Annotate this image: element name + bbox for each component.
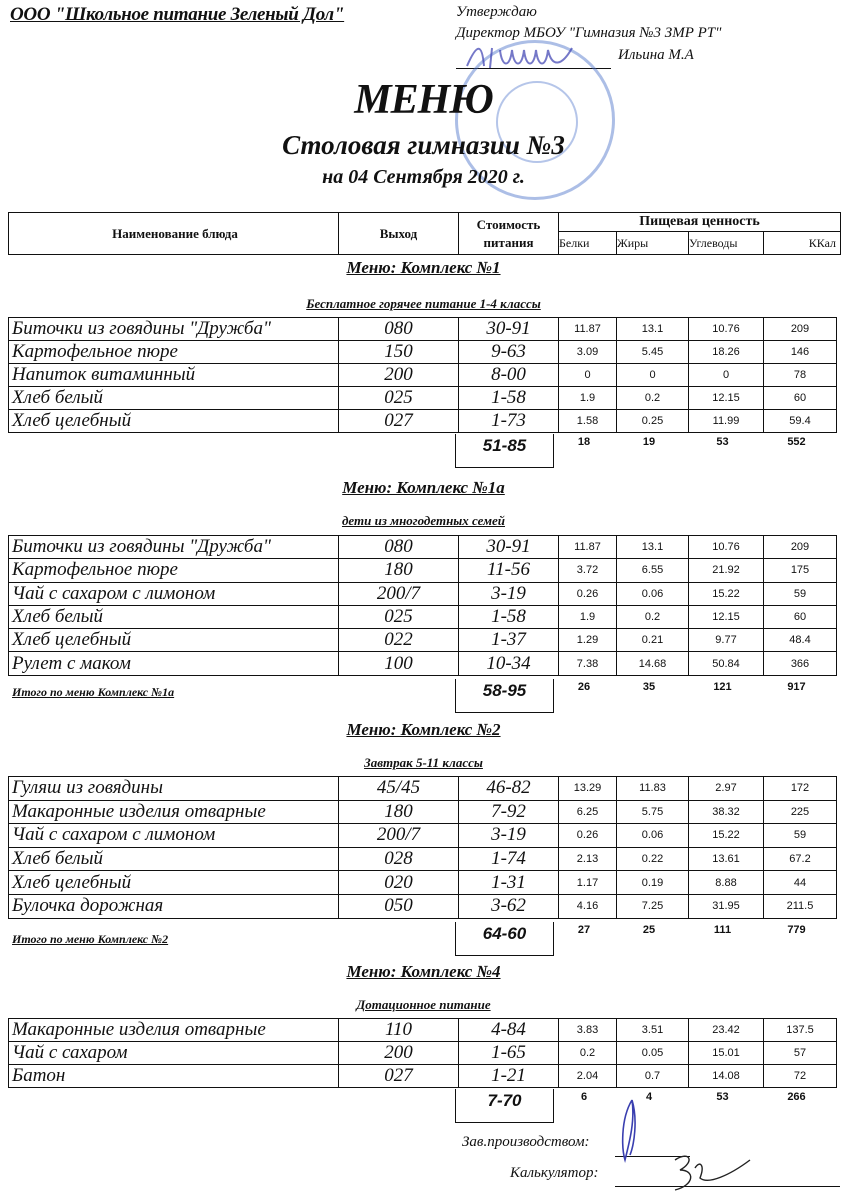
dish-name: Хлеб белый [9,387,339,410]
table-row [9,800,837,824]
col-protein-header: Белки [559,232,617,255]
dish-carbs: 2.97 [689,777,764,801]
total-kcal: 266 [787,1090,806,1103]
table-row [9,410,837,433]
dish-output: 200 [339,1042,459,1065]
dish-name: Макаронные изделия отварные [9,1019,339,1042]
column-header-table [8,212,841,255]
table-row [9,1019,837,1042]
dish-protein: 2.13 [559,847,617,871]
dish-output: 050 [339,894,459,918]
total-cost: 64-60 [455,922,554,956]
dish-kcal: 146 [764,341,837,364]
dish-fat: 0.19 [617,871,689,895]
dish-name: Чай с сахаром с лимоном [9,824,339,848]
section-title: Меню: Комплекс №4 [346,962,501,981]
dish-kcal: 137.5 [764,1019,837,1042]
total-fat: 35 [642,680,656,693]
approver-position: Директор МБОУ "Гимназия №3 ЗМР РТ" [456,25,722,41]
dish-output: 200 [339,364,459,387]
dish-cost: 10-34 [459,652,559,675]
dish-protein: 6.25 [559,800,617,824]
dish-name: Хлеб белый [9,605,339,628]
dish-fat: 3.51 [617,1019,689,1042]
dish-name: Биточки из говядины "Дружба" [9,536,339,559]
table-row [9,364,837,387]
total-protein: 26 [577,680,591,693]
dish-cost: 1-58 [459,387,559,410]
calculator-label: Калькулятор: [510,1165,599,1181]
section-title: Меню: Комплекс №1а [342,478,505,497]
dish-carbs: 9.77 [689,629,764,652]
col-cost-header: Стоимость питания [459,213,559,255]
dish-output: 110 [339,1019,459,1042]
dish-protein: 1.29 [559,629,617,652]
dish-name: Хлеб белый [9,847,339,871]
table-row [9,387,837,410]
dish-output: 200/7 [339,824,459,848]
section-title: Меню: Комплекс №2 [346,720,501,739]
dish-kcal: 59.4 [764,410,837,433]
table-row [9,894,837,918]
dish-cost: 1-21 [459,1065,559,1088]
dish-protein: 0 [559,364,617,387]
col-kcal-header: ККал [764,232,841,255]
table-row [9,605,837,628]
dish-kcal: 48.4 [764,629,837,652]
section-subtitle: Бесплатное горячее питание 1-4 классы [306,296,541,311]
dish-carbs: 11.99 [689,410,764,433]
table-row [9,629,837,652]
dish-fat: 0 [617,364,689,387]
dish-output: 027 [339,410,459,433]
dish-fat: 0.7 [617,1065,689,1088]
dish-protein: 1.17 [559,871,617,895]
dish-protein: 3.83 [559,1019,617,1042]
total-kcal: 552 [787,436,806,448]
dish-name: Батон [9,1065,339,1088]
dish-kcal: 57 [764,1042,837,1065]
total-cost: 58-95 [455,679,554,713]
dish-kcal: 67.2 [764,847,837,871]
dish-cost: 1-73 [459,410,559,433]
total-protein: 6 [580,1090,588,1103]
dish-protein: 13.29 [559,777,617,801]
dish-cost: 4-84 [459,1019,559,1042]
dish-carbs: 15.01 [689,1042,764,1065]
dish-cost: 1-31 [459,871,559,895]
dish-cost: 11-56 [459,559,559,582]
dish-cost: 7-92 [459,800,559,824]
page-subtitle: Столовая гимназии №3 [282,130,565,160]
section-title: Меню: Комплекс №1 [346,258,501,277]
dish-output: 45/45 [339,777,459,801]
dish-fat: 5.75 [617,800,689,824]
dish-output: 027 [339,1065,459,1088]
table-row [9,652,837,675]
dish-kcal: 209 [764,536,837,559]
dish-kcal: 59 [764,824,837,848]
table-row [9,318,837,341]
dish-protein: 1.9 [559,387,617,410]
dish-output: 080 [339,318,459,341]
dish-name: Гуляш из говядины [9,777,339,801]
dish-name: Биточки из говядины "Дружба" [9,318,339,341]
dish-protein: 4.16 [559,894,617,918]
total-fat: 25 [642,923,656,936]
total-cost: 51-85 [455,434,554,468]
dish-cost: 3-62 [459,894,559,918]
dish-name: Хлеб целебный [9,410,339,433]
dish-cost: 9-63 [459,341,559,364]
table-row [9,847,837,871]
dish-fat: 0.06 [617,824,689,848]
dish-kcal: 60 [764,387,837,410]
total-cost: 7-70 [455,1089,554,1123]
section-subtitle: дети из многодетных семей [341,513,506,528]
dish-fat: 11.83 [617,777,689,801]
total-fat: 19 [642,436,656,448]
table-row [9,341,837,364]
dish-carbs: 21.92 [689,559,764,582]
dish-fat: 0.06 [617,582,689,605]
approver-name: Ильина М.А [618,47,694,63]
dish-kcal: 225 [764,800,837,824]
dish-fat: 0.2 [617,605,689,628]
total-fat: 4 [645,1090,653,1103]
production-head-label: Зав.производством: [462,1134,590,1150]
total-protein: 18 [577,436,591,448]
director-signature [462,38,602,74]
table-row [9,536,837,559]
dish-kcal: 59 [764,582,837,605]
dish-protein: 2.04 [559,1065,617,1088]
dish-output: 022 [339,629,459,652]
dish-kcal: 366 [764,652,837,675]
dish-name: Хлеб целебный [9,629,339,652]
dish-output: 200/7 [339,582,459,605]
dish-kcal: 44 [764,871,837,895]
menu-table [8,776,837,919]
col-fat-header: Жиры [617,232,689,255]
dish-name: Чай с сахаром [9,1042,339,1065]
dish-kcal: 175 [764,559,837,582]
dish-kcal: 211.5 [764,894,837,918]
signatures [600,1090,840,1200]
dish-fat: 0.25 [617,410,689,433]
dish-output: 020 [339,871,459,895]
dish-cost: 30-91 [459,318,559,341]
dish-fat: 13.1 [617,536,689,559]
dish-output: 100 [339,652,459,675]
dish-carbs: 14.08 [689,1065,764,1088]
section-subtitle: Дотационное питание [356,997,491,1012]
dish-name: Картофельное пюре [9,559,339,582]
dish-carbs: 12.15 [689,387,764,410]
dish-kcal: 209 [764,318,837,341]
page-title: МЕНЮ [354,77,493,123]
menu-date: на 04 Сентября 2020 г. [322,166,525,188]
dish-name: Хлеб целебный [9,871,339,895]
dish-output: 080 [339,536,459,559]
dish-kcal: 72 [764,1065,837,1088]
total-label: Итого по меню Комплекс №1а [12,685,175,699]
dish-name: Рулет с маком [9,652,339,675]
dish-fat: 7.25 [617,894,689,918]
dish-protein: 0.26 [559,824,617,848]
dish-cost: 8-00 [459,364,559,387]
menu-table [8,535,837,676]
dish-name: Булочка дорожная [9,894,339,918]
dish-carbs: 15.22 [689,824,764,848]
total-carbs: 121 [713,680,732,693]
dish-cost: 1-37 [459,629,559,652]
dish-protein: 11.87 [559,536,617,559]
table-row [9,824,837,848]
dish-fat: 5.45 [617,341,689,364]
dish-output: 028 [339,847,459,871]
dish-output: 025 [339,387,459,410]
dish-carbs: 8.88 [689,871,764,895]
dish-carbs: 0 [689,364,764,387]
total-protein: 27 [577,923,591,936]
dish-kcal: 78 [764,364,837,387]
organization-name: ООО "Школьное питание Зеленый Дол" [10,4,345,25]
dish-protein: 3.72 [559,559,617,582]
dish-fat: 0.05 [617,1042,689,1065]
dish-fat: 0.2 [617,387,689,410]
dish-cost: 30-91 [459,536,559,559]
dish-fat: 0.21 [617,629,689,652]
dish-carbs: 18.26 [689,341,764,364]
dish-carbs: 23.42 [689,1019,764,1042]
menu-table [8,1018,837,1088]
dish-carbs: 31.95 [689,894,764,918]
dish-kcal: 60 [764,605,837,628]
dish-protein: 0.26 [559,582,617,605]
dish-output: 180 [339,800,459,824]
dish-protein: 11.87 [559,318,617,341]
dish-carbs: 13.61 [689,847,764,871]
dish-protein: 7.38 [559,652,617,675]
table-row [9,777,837,801]
dish-protein: 3.09 [559,341,617,364]
dish-fat: 0.22 [617,847,689,871]
dish-protein: 0.2 [559,1042,617,1065]
total-label: Итого по меню Комплекс №2 [12,932,169,946]
dish-cost: 1-58 [459,605,559,628]
dish-cost: 3-19 [459,824,559,848]
table-row [9,582,837,605]
total-kcal: 779 [787,923,806,936]
dish-carbs: 10.76 [689,318,764,341]
dish-carbs: 12.15 [689,605,764,628]
dish-carbs: 50.84 [689,652,764,675]
total-carbs: 53 [716,436,729,448]
total-carbs: 53 [716,1090,729,1103]
menu-table [8,317,837,433]
col-nutrition-header: Пищевая ценность [559,213,841,232]
dish-protein: 1.58 [559,410,617,433]
dish-carbs: 38.32 [689,800,764,824]
dish-cost: 1-74 [459,847,559,871]
dish-cost: 1-65 [459,1042,559,1065]
col-carbs-header: Углеводы [689,232,764,255]
table-row [9,1065,837,1088]
approval-label: Утверждаю [456,4,537,20]
col-output-header: Выход [339,213,459,255]
total-carbs: 111 [713,923,732,936]
dish-name: Напиток витаминный [9,364,339,387]
dish-output: 180 [339,559,459,582]
dish-protein: 1.9 [559,605,617,628]
dish-output: 150 [339,341,459,364]
total-kcal: 917 [787,680,806,693]
dish-carbs: 10.76 [689,536,764,559]
section-subtitle: Завтрак 5-11 классы [364,755,483,770]
dish-fat: 13.1 [617,318,689,341]
dish-fat: 14.68 [617,652,689,675]
dish-cost: 46-82 [459,777,559,801]
col-name-header: Наименование блюда [9,213,339,255]
dish-carbs: 15.22 [689,582,764,605]
dish-name: Картофельное пюре [9,341,339,364]
table-row [9,871,837,895]
dish-output: 025 [339,605,459,628]
dish-fat: 6.55 [617,559,689,582]
table-row [9,559,837,582]
dish-name: Чай с сахаром с лимоном [9,582,339,605]
dish-cost: 3-19 [459,582,559,605]
dish-name: Макаронные изделия отварные [9,800,339,824]
table-row [9,1042,837,1065]
dish-kcal: 172 [764,777,837,801]
